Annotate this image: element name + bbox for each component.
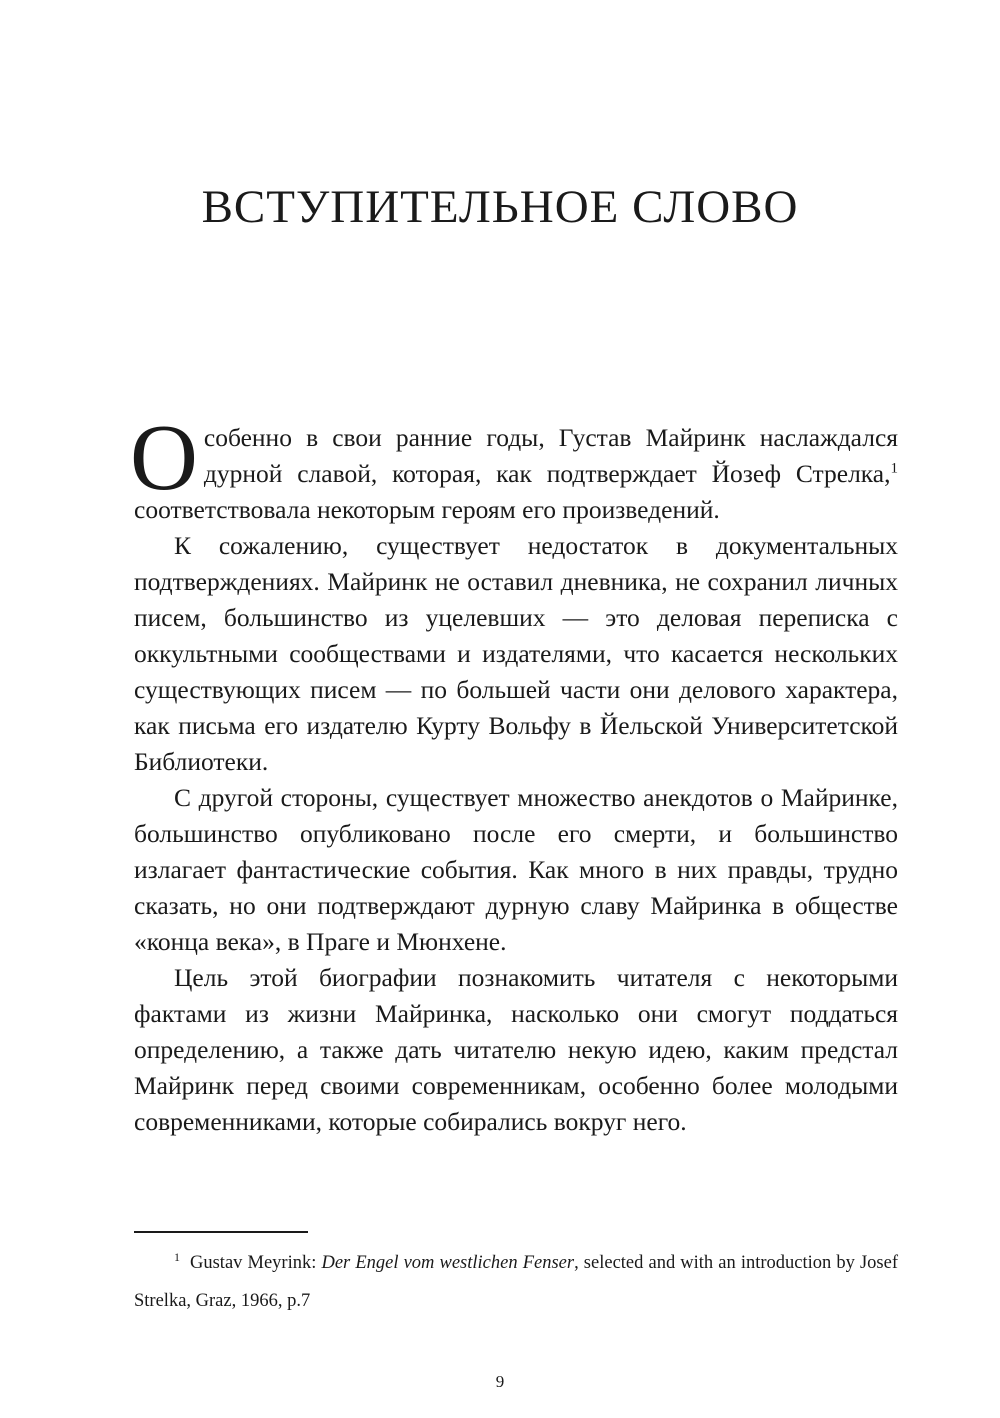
footnote-work-title: Der Engel vom westlichen Fenser — [321, 1253, 575, 1273]
footnote — [134, 1244, 898, 1320]
drop-cap: О — [130, 406, 198, 510]
paragraph-1 — [130, 406, 898, 528]
page-number: 9 — [495, 1372, 505, 1391]
paragraph-2: К сожалению, существует недостаток в документальных подтверждениях. Майринк не оставил дневника, не сохранил личных писем, большинство из уцелевших — это деловая переписка с оккультными сообществами и издателями, что касается нескольких существующих писем — по большей части они делового характера, как письма его издателю Курту Вольфу в Йельской Университетской Библиотеки. — [134, 531, 898, 776]
paragraph-1-text: собенно в свои ранние годы, Густав Майринк наслаждался дурной славой, которая, как подтверждает Йозеф Стрелка, — [203, 423, 898, 488]
footnote-author: Gustav Meyrink: — [190, 1253, 322, 1273]
footnote-number: 1 — [174, 1249, 180, 1264]
body-text — [130, 406, 898, 1140]
footnote-reference[interactable]: 1 — [890, 460, 898, 477]
paragraph-3: С другой стороны, существует множество анекдотов о Майринке, большинство опубликовано после его смерти, и большинство излагает фантастические события. Как много в них правды, трудно сказать, но они подтверждают дурную славу Майринка в обществе «конца века», в Праге и Мюнхене. — [134, 783, 898, 956]
paragraph-1-text-end: соответствовала некоторым героям его произведений. — [134, 495, 720, 524]
chapter-title: ВСТУПИТЕЛЬНОЕ СЛОВО — [201, 181, 799, 233]
paragraph-4: Цель этой биографии познакомить читателя с некоторыми фактами из жизни Майринка, насколько они смогут поддаться определению, а также дать читателю некую идею, каким предстал Майринк перед своими современникам, особенно более молодыми современниками, которые собирались вокруг него. — [134, 963, 898, 1136]
footnote-details: , selected and with an introduction by Josef Strelka, Graz, 1966, p.7 — [134, 1253, 898, 1311]
footnote-divider — [134, 1231, 308, 1233]
